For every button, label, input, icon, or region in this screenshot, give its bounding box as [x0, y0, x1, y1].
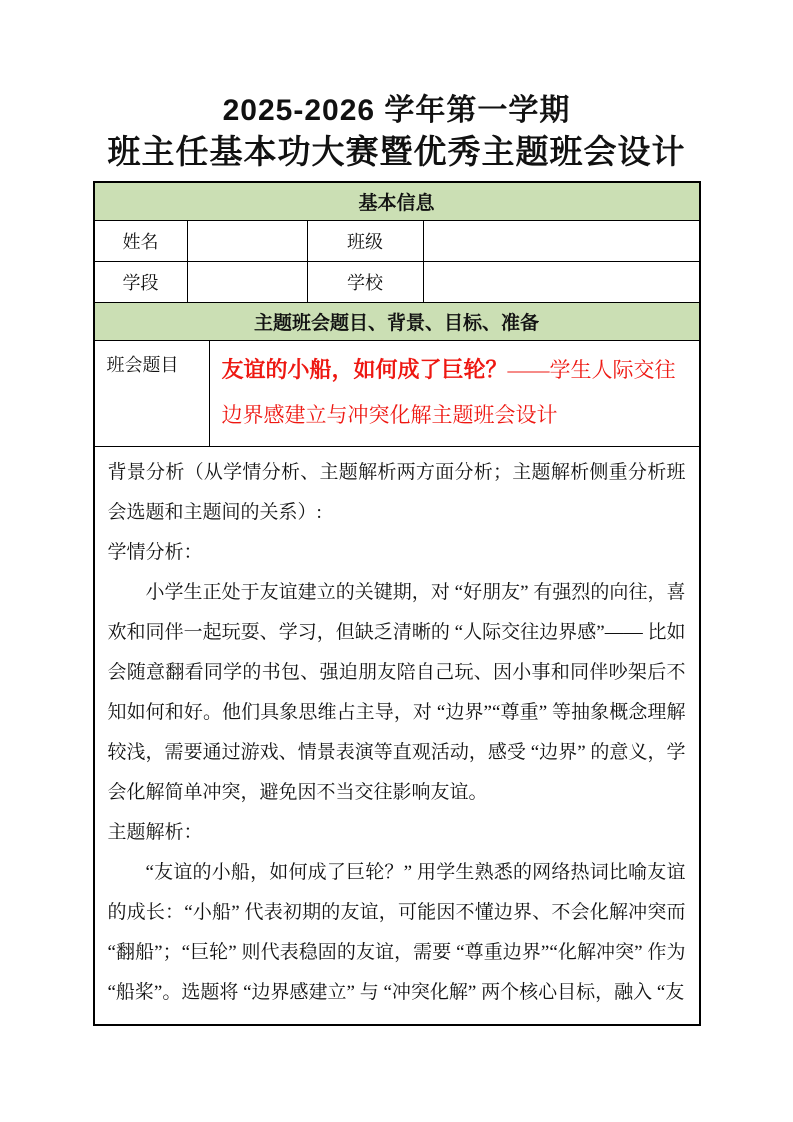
stage-label: 学段	[122, 273, 159, 293]
topic-section-header-row	[95, 302, 699, 340]
xueqing-text: 小学生正处于友谊建立的关键期，对 “好朋友” 有强烈的向往，喜欢和同伴一起玩耍、学习，但缺乏清晰的 “人际交往边界感”—— 比如会随意翻看同学的书包、强迫朋友陪自己玩、因小事和同伴吵架后不知如何和好。他们具象思维占主导，对 “边界”“尊重” 等抽象概念理解较浅，需要通过游戏、情景表演等直观活动，感受 “边界” 的意义，学会化解简单冲突，避免因不当交往影响友谊。	[107, 582, 686, 803]
class-label: 班级	[307, 221, 423, 261]
document-page	[93, 0, 701, 1026]
topic-title-cell	[209, 341, 699, 446]
topic-row	[95, 340, 699, 446]
topic-title-main: 友谊的小船，如何成了巨轮？	[221, 357, 508, 382]
stage-input-cell[interactable]	[187, 262, 307, 302]
name-label: 姓名	[122, 232, 159, 252]
basic-info-header-row	[95, 183, 699, 220]
background-intro: 背景分析（从学情分析、主题解析两方面分析；主题解析侧重分析班会选题和主题间的关系）:	[107, 462, 686, 523]
title-semester: 2025-2026 学年第一学期	[222, 94, 571, 127]
xueqing-label: 学情分析：	[107, 542, 203, 563]
zhuti-text: “友谊的小船，如何成了巨轮？” 用学生熟悉的网络热词比喻友谊的成长：“小船” 代表初期的友谊，可能因不懂边界、不会化解冲突而 “翻船”；“巨轮” 则代表稳固的友谊，需要 “尊重边界”“化解冲突” 作为 “船桨”。选题将 “边界感建立” 与 “冲突化解” 两个核心目标，融入 “友	[107, 862, 686, 1003]
basic-info-section-header: 基本信息	[95, 183, 699, 220]
table-row-stage-school	[95, 261, 699, 302]
name-input-cell[interactable]	[187, 221, 307, 261]
table-row-name-class	[95, 220, 699, 261]
form-table	[93, 181, 701, 1026]
document-title	[93, 92, 701, 174]
school-input-cell[interactable]	[423, 262, 699, 302]
topic-label: 班会题目	[106, 355, 179, 375]
background-row	[95, 446, 699, 1024]
topic-section-header: 主题班会题目、背景、目标、准备	[95, 303, 699, 340]
title-competition: 班主任基本功大赛暨优秀主题班会设计	[107, 133, 686, 170]
zhuti-label: 主题解析：	[107, 822, 203, 843]
background-analysis-cell	[95, 447, 699, 1024]
school-label: 学校	[307, 262, 423, 302]
class-input-cell[interactable]	[423, 221, 699, 261]
topic-title-sub: ——学生人际交往边界感建立与冲突化解主题班会设计	[221, 358, 676, 427]
